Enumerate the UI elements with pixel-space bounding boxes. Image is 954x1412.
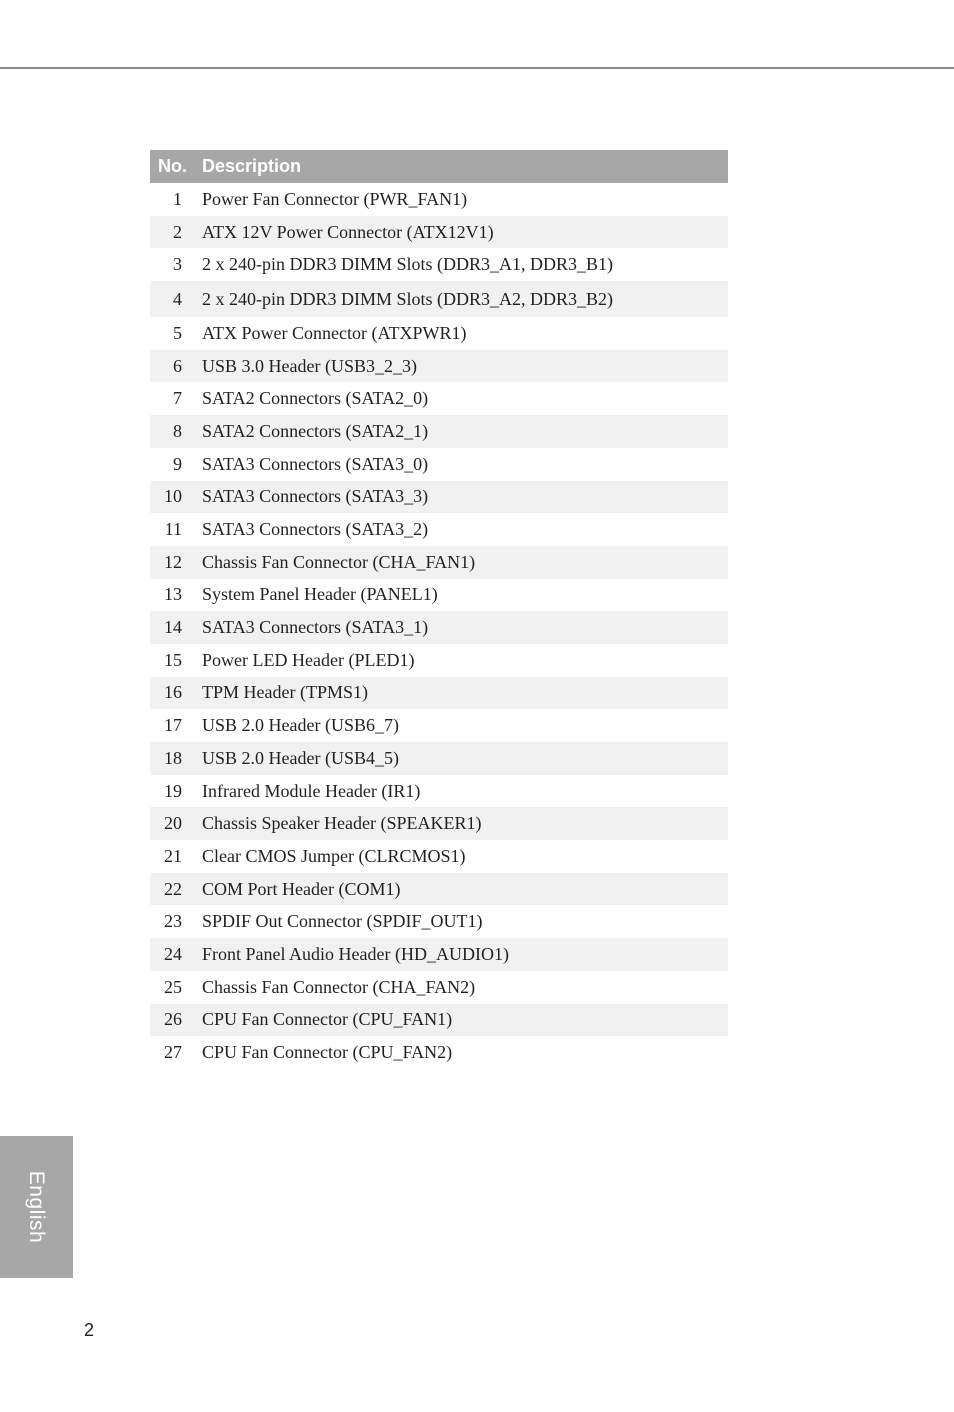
table-row — [150, 971, 728, 1004]
page-number: 2 — [84, 1320, 95, 1340]
row-number: 10 — [164, 486, 182, 507]
row-description: 2 x 240-pin DDR3 DIMM Slots (DDR3_A2, DDR3_B2) — [202, 288, 614, 309]
table-row — [150, 775, 728, 808]
row-description: Chassis Fan Connector (CHA_FAN1) — [202, 551, 476, 572]
row-number: 27 — [164, 1042, 182, 1063]
row-number: 15 — [164, 649, 182, 670]
row-number: 26 — [164, 1009, 182, 1030]
table-header — [150, 150, 728, 183]
header-rule — [0, 67, 954, 69]
table-row — [150, 905, 728, 938]
table-row — [150, 579, 728, 612]
row-number: 20 — [164, 813, 182, 834]
table-row — [150, 938, 728, 971]
component-table — [150, 150, 728, 1069]
row-number: 8 — [173, 420, 182, 441]
row-number: 11 — [164, 519, 182, 540]
row-description: USB 2.0 Header (USB4_5) — [202, 747, 399, 768]
row-description: USB 2.0 Header (USB6_7) — [202, 715, 399, 736]
table-row — [150, 448, 728, 481]
row-number: 22 — [164, 878, 182, 899]
table-row — [150, 873, 728, 906]
row-number: 13 — [164, 584, 182, 605]
row-number: 9 — [173, 453, 182, 474]
row-description: ATX Power Connector (ATXPWR1) — [202, 322, 467, 343]
row-number: 12 — [164, 551, 182, 572]
table-row — [150, 807, 728, 840]
row-number: 6 — [173, 355, 182, 376]
row-number: 4 — [173, 288, 182, 309]
row-number: 25 — [164, 976, 182, 997]
table-row — [150, 742, 728, 775]
row-number: 3 — [173, 254, 182, 275]
row-description: CPU Fan Connector (CPU_FAN1) — [202, 1009, 453, 1030]
row-description: Front Panel Audio Header (HD_AUDIO1) — [202, 943, 509, 964]
row-description: ATX 12V Power Connector (ATX12V1) — [202, 221, 494, 242]
row-description: TPM Header (TPMS1) — [202, 682, 368, 703]
row-description: SATA3 Connectors (SATA3_1) — [202, 617, 429, 638]
row-description: Power Fan Connector (PWR_FAN1) — [202, 188, 468, 209]
header-no: No. — [158, 156, 187, 176]
row-number: 14 — [164, 617, 182, 638]
row-description: Clear CMOS Jumper (CLRCMOS1) — [202, 845, 466, 866]
row-number: 24 — [164, 943, 182, 964]
language-tab — [0, 1136, 73, 1278]
row-number: 21 — [164, 845, 182, 866]
row-description: SATA3 Connectors (SATA3_0) — [202, 453, 429, 474]
row-number: 19 — [164, 780, 182, 801]
table-row — [150, 382, 728, 415]
table-row — [150, 350, 728, 383]
row-number: 17 — [164, 715, 182, 736]
table-row — [150, 183, 728, 216]
table-row — [150, 1004, 728, 1037]
table-row — [150, 840, 728, 873]
row-number: 2 — [173, 221, 182, 242]
row-number: 1 — [173, 188, 182, 209]
row-description: Infrared Module Header (IR1) — [202, 780, 421, 801]
row-description: SPDIF Out Connector (SPDIF_OUT1) — [202, 911, 483, 932]
table-row — [150, 481, 728, 514]
row-description: 2 x 240-pin DDR3 DIMM Slots (DDR3_A1, DDR3_B1) — [202, 254, 614, 275]
table-row — [150, 709, 728, 742]
table-row — [150, 1036, 728, 1069]
row-number: 23 — [164, 911, 182, 932]
row-description: CPU Fan Connector (CPU_FAN2) — [202, 1042, 453, 1063]
row-number: 5 — [173, 322, 182, 343]
language-label: English — [25, 1170, 48, 1244]
table-row — [150, 546, 728, 579]
table-row — [150, 644, 728, 677]
row-description: Chassis Speaker Header (SPEAKER1) — [202, 813, 482, 834]
row-description: COM Port Header (COM1) — [202, 878, 401, 899]
row-number: 16 — [164, 682, 182, 703]
table-row — [150, 248, 728, 281]
row-description: SATA2 Connectors (SATA2_1) — [202, 420, 429, 441]
row-description: Power LED Header (PLED1) — [202, 649, 415, 670]
table-row — [150, 216, 728, 249]
table-row — [150, 281, 728, 317]
table-row — [150, 677, 728, 710]
table-row — [150, 611, 728, 644]
table-row — [150, 513, 728, 546]
header-description: Description — [202, 156, 302, 176]
row-description: Chassis Fan Connector (CHA_FAN2) — [202, 976, 476, 997]
row-description: SATA3 Connectors (SATA3_3) — [202, 486, 429, 507]
row-description: USB 3.0 Header (USB3_2_3) — [202, 355, 417, 376]
row-description: System Panel Header (PANEL1) — [202, 584, 438, 605]
table-row — [150, 415, 728, 448]
row-number: 18 — [164, 747, 182, 768]
row-description: SATA3 Connectors (SATA3_2) — [202, 519, 429, 540]
row-number: 7 — [173, 388, 182, 409]
row-description: SATA2 Connectors (SATA2_0) — [202, 388, 429, 409]
table-row — [150, 317, 728, 350]
